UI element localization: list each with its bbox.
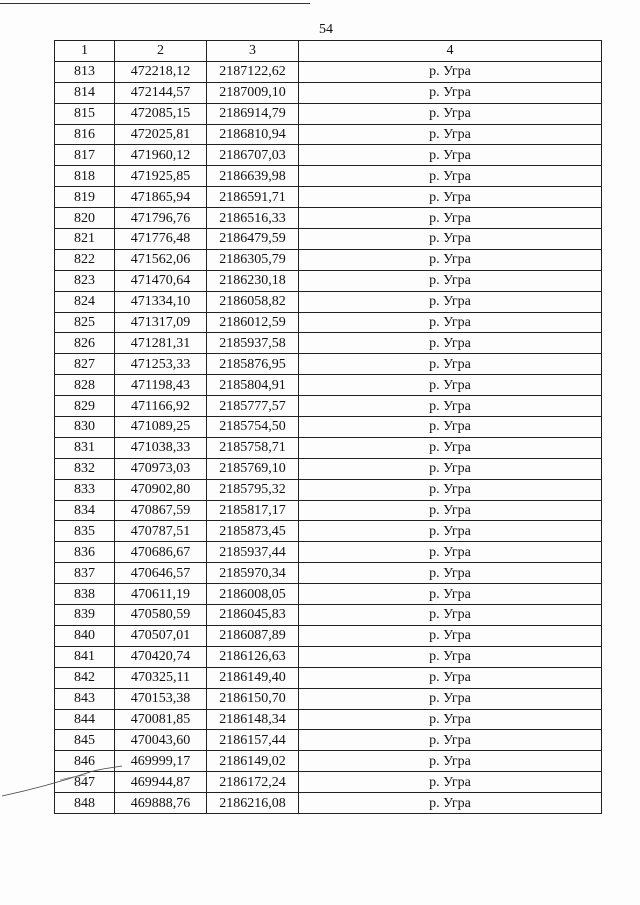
y-coordinate-cell: 2185817,17 (207, 500, 299, 521)
point-number-cell: 842 (55, 667, 115, 688)
column-header-3: 3 (207, 41, 299, 62)
x-coordinate-cell: 471253,33 (115, 354, 207, 375)
description-cell: р. Угра (299, 667, 602, 688)
table-row (55, 82, 602, 103)
y-coordinate-cell: 2186707,03 (207, 145, 299, 166)
description-cell: р. Угра (299, 793, 602, 814)
x-coordinate-cell: 470081,85 (115, 709, 207, 730)
y-coordinate-cell: 2186157,44 (207, 730, 299, 751)
y-coordinate-cell: 2186639,98 (207, 166, 299, 187)
table-row (55, 229, 602, 250)
description-cell: р. Угра (299, 103, 602, 124)
y-coordinate-cell: 2186216,08 (207, 793, 299, 814)
y-coordinate-cell: 2186150,70 (207, 688, 299, 709)
y-coordinate-cell: 2186012,59 (207, 312, 299, 333)
table-row (55, 145, 602, 166)
description-cell: р. Угра (299, 166, 602, 187)
y-coordinate-cell: 2185758,71 (207, 437, 299, 458)
y-coordinate-cell: 2186148,34 (207, 709, 299, 730)
table-row (55, 396, 602, 417)
x-coordinate-cell: 471796,76 (115, 208, 207, 229)
y-coordinate-cell: 2186149,02 (207, 751, 299, 772)
point-number-cell: 847 (55, 772, 115, 793)
table-row (55, 291, 602, 312)
point-number-cell: 817 (55, 145, 115, 166)
point-number-cell: 832 (55, 458, 115, 479)
table-row (55, 417, 602, 438)
point-number-cell: 838 (55, 584, 115, 605)
y-coordinate-cell: 2185754,50 (207, 417, 299, 438)
y-coordinate-cell: 2185795,32 (207, 479, 299, 500)
x-coordinate-cell: 470646,57 (115, 563, 207, 584)
y-coordinate-cell: 2186810,94 (207, 124, 299, 145)
coordinates-table (54, 40, 602, 814)
x-coordinate-cell: 470507,01 (115, 625, 207, 646)
x-coordinate-cell: 470611,19 (115, 584, 207, 605)
point-number-cell: 840 (55, 625, 115, 646)
y-coordinate-cell: 2185804,91 (207, 375, 299, 396)
table-row (55, 479, 602, 500)
description-cell: р. Угра (299, 709, 602, 730)
point-number-cell: 845 (55, 730, 115, 751)
description-cell: р. Угра (299, 542, 602, 563)
x-coordinate-cell: 472218,12 (115, 61, 207, 82)
point-number-cell: 831 (55, 437, 115, 458)
table-row (55, 270, 602, 291)
y-coordinate-cell: 2185970,34 (207, 563, 299, 584)
point-number-cell: 828 (55, 375, 115, 396)
x-coordinate-cell: 471470,64 (115, 270, 207, 291)
x-coordinate-cell: 470420,74 (115, 646, 207, 667)
point-number-cell: 841 (55, 646, 115, 667)
x-coordinate-cell: 470153,38 (115, 688, 207, 709)
description-cell: р. Угра (299, 688, 602, 709)
table-row (55, 688, 602, 709)
table-row (55, 166, 602, 187)
description-cell: р. Угра (299, 145, 602, 166)
table-row (55, 793, 602, 814)
x-coordinate-cell: 469999,17 (115, 751, 207, 772)
point-number-cell: 819 (55, 187, 115, 208)
description-cell: р. Угра (299, 437, 602, 458)
x-coordinate-cell: 471334,10 (115, 291, 207, 312)
x-coordinate-cell: 472085,15 (115, 103, 207, 124)
point-number-cell: 823 (55, 270, 115, 291)
point-number-cell: 843 (55, 688, 115, 709)
y-coordinate-cell: 2187009,10 (207, 82, 299, 103)
x-coordinate-cell: 470043,60 (115, 730, 207, 751)
description-cell: р. Угра (299, 61, 602, 82)
x-coordinate-cell: 471317,09 (115, 312, 207, 333)
point-number-cell: 822 (55, 249, 115, 270)
point-number-cell: 836 (55, 542, 115, 563)
y-coordinate-cell: 2185876,95 (207, 354, 299, 375)
point-number-cell: 814 (55, 82, 115, 103)
table-row (55, 458, 602, 479)
x-coordinate-cell: 470867,59 (115, 500, 207, 521)
y-coordinate-cell: 2186305,79 (207, 249, 299, 270)
table-row (55, 625, 602, 646)
description-cell: р. Угра (299, 584, 602, 605)
point-number-cell: 820 (55, 208, 115, 229)
table-row (55, 605, 602, 626)
x-coordinate-cell: 469888,76 (115, 793, 207, 814)
table-row (55, 563, 602, 584)
page-number: 54 (319, 22, 333, 37)
point-number-cell: 815 (55, 103, 115, 124)
point-number-cell: 834 (55, 500, 115, 521)
table-row (55, 730, 602, 751)
description-cell: р. Угра (299, 396, 602, 417)
table-row (55, 500, 602, 521)
table-row (55, 521, 602, 542)
y-coordinate-cell: 2186149,40 (207, 667, 299, 688)
description-cell: р. Угра (299, 375, 602, 396)
point-number-cell: 821 (55, 229, 115, 250)
description-cell: р. Угра (299, 187, 602, 208)
y-coordinate-cell: 2186087,89 (207, 625, 299, 646)
point-number-cell: 844 (55, 709, 115, 730)
description-cell: р. Угра (299, 772, 602, 793)
table-row (55, 249, 602, 270)
description-cell: р. Угра (299, 291, 602, 312)
point-number-cell: 846 (55, 751, 115, 772)
table-row (55, 667, 602, 688)
description-cell: р. Угра (299, 417, 602, 438)
point-number-cell: 848 (55, 793, 115, 814)
description-cell: р. Угра (299, 521, 602, 542)
x-coordinate-cell: 470902,80 (115, 479, 207, 500)
table-header-row (55, 41, 602, 62)
description-cell: р. Угра (299, 82, 602, 103)
y-coordinate-cell: 2186591,71 (207, 187, 299, 208)
x-coordinate-cell: 471925,85 (115, 166, 207, 187)
top-rule (0, 3, 310, 4)
point-number-cell: 827 (55, 354, 115, 375)
point-number-cell: 837 (55, 563, 115, 584)
point-number-cell: 818 (55, 166, 115, 187)
x-coordinate-cell: 470787,51 (115, 521, 207, 542)
table-row (55, 103, 602, 124)
x-coordinate-cell: 470973,03 (115, 458, 207, 479)
point-number-cell: 825 (55, 312, 115, 333)
column-header-1: 1 (55, 41, 115, 62)
description-cell: р. Угра (299, 500, 602, 521)
point-number-cell: 833 (55, 479, 115, 500)
description-cell: р. Угра (299, 270, 602, 291)
description-cell: р. Угра (299, 124, 602, 145)
table-row (55, 208, 602, 229)
description-cell: р. Угра (299, 312, 602, 333)
table-row (55, 646, 602, 667)
point-number-cell: 826 (55, 333, 115, 354)
x-coordinate-cell: 470686,67 (115, 542, 207, 563)
y-coordinate-cell: 2186516,33 (207, 208, 299, 229)
description-cell: р. Угра (299, 333, 602, 354)
x-coordinate-cell: 472025,81 (115, 124, 207, 145)
description-cell: р. Угра (299, 354, 602, 375)
table-row (55, 187, 602, 208)
table-body (55, 61, 602, 813)
description-cell: р. Угра (299, 229, 602, 250)
y-coordinate-cell: 2186172,24 (207, 772, 299, 793)
y-coordinate-cell: 2185769,10 (207, 458, 299, 479)
x-coordinate-cell: 471089,25 (115, 417, 207, 438)
table-row (55, 375, 602, 396)
x-coordinate-cell: 471865,94 (115, 187, 207, 208)
description-cell: р. Угра (299, 563, 602, 584)
point-number-cell: 839 (55, 605, 115, 626)
y-coordinate-cell: 2186045,83 (207, 605, 299, 626)
table-row (55, 333, 602, 354)
x-coordinate-cell: 470580,59 (115, 605, 207, 626)
table-row (55, 61, 602, 82)
table-row (55, 584, 602, 605)
y-coordinate-cell: 2186914,79 (207, 103, 299, 124)
description-cell: р. Угра (299, 479, 602, 500)
y-coordinate-cell: 2186058,82 (207, 291, 299, 312)
column-header-2: 2 (115, 41, 207, 62)
x-coordinate-cell: 471166,92 (115, 396, 207, 417)
table-row (55, 751, 602, 772)
point-number-cell: 835 (55, 521, 115, 542)
table-row (55, 312, 602, 333)
column-header-4: 4 (299, 41, 602, 62)
y-coordinate-cell: 2185937,58 (207, 333, 299, 354)
y-coordinate-cell: 2185777,57 (207, 396, 299, 417)
x-coordinate-cell: 470325,11 (115, 667, 207, 688)
description-cell: р. Угра (299, 249, 602, 270)
x-coordinate-cell: 472144,57 (115, 82, 207, 103)
table-row (55, 772, 602, 793)
y-coordinate-cell: 2185937,44 (207, 542, 299, 563)
x-coordinate-cell: 471960,12 (115, 145, 207, 166)
y-coordinate-cell: 2186008,05 (207, 584, 299, 605)
point-number-cell: 824 (55, 291, 115, 312)
y-coordinate-cell: 2186230,18 (207, 270, 299, 291)
y-coordinate-cell: 2186479,59 (207, 229, 299, 250)
table-row (55, 437, 602, 458)
x-coordinate-cell: 469944,87 (115, 772, 207, 793)
description-cell: р. Угра (299, 625, 602, 646)
description-cell: р. Угра (299, 730, 602, 751)
point-number-cell: 816 (55, 124, 115, 145)
description-cell: р. Угра (299, 605, 602, 626)
x-coordinate-cell: 471281,31 (115, 333, 207, 354)
table-row (55, 124, 602, 145)
x-coordinate-cell: 471562,06 (115, 249, 207, 270)
point-number-cell: 829 (55, 396, 115, 417)
y-coordinate-cell: 2186126,63 (207, 646, 299, 667)
x-coordinate-cell: 471038,33 (115, 437, 207, 458)
description-cell: р. Угра (299, 208, 602, 229)
point-number-cell: 830 (55, 417, 115, 438)
x-coordinate-cell: 471776,48 (115, 229, 207, 250)
description-cell: р. Угра (299, 751, 602, 772)
table-row (55, 354, 602, 375)
description-cell: р. Угра (299, 458, 602, 479)
description-cell: р. Угра (299, 646, 602, 667)
table-row (55, 709, 602, 730)
table-row (55, 542, 602, 563)
point-number-cell: 813 (55, 61, 115, 82)
y-coordinate-cell: 2187122,62 (207, 61, 299, 82)
y-coordinate-cell: 2185873,45 (207, 521, 299, 542)
x-coordinate-cell: 471198,43 (115, 375, 207, 396)
